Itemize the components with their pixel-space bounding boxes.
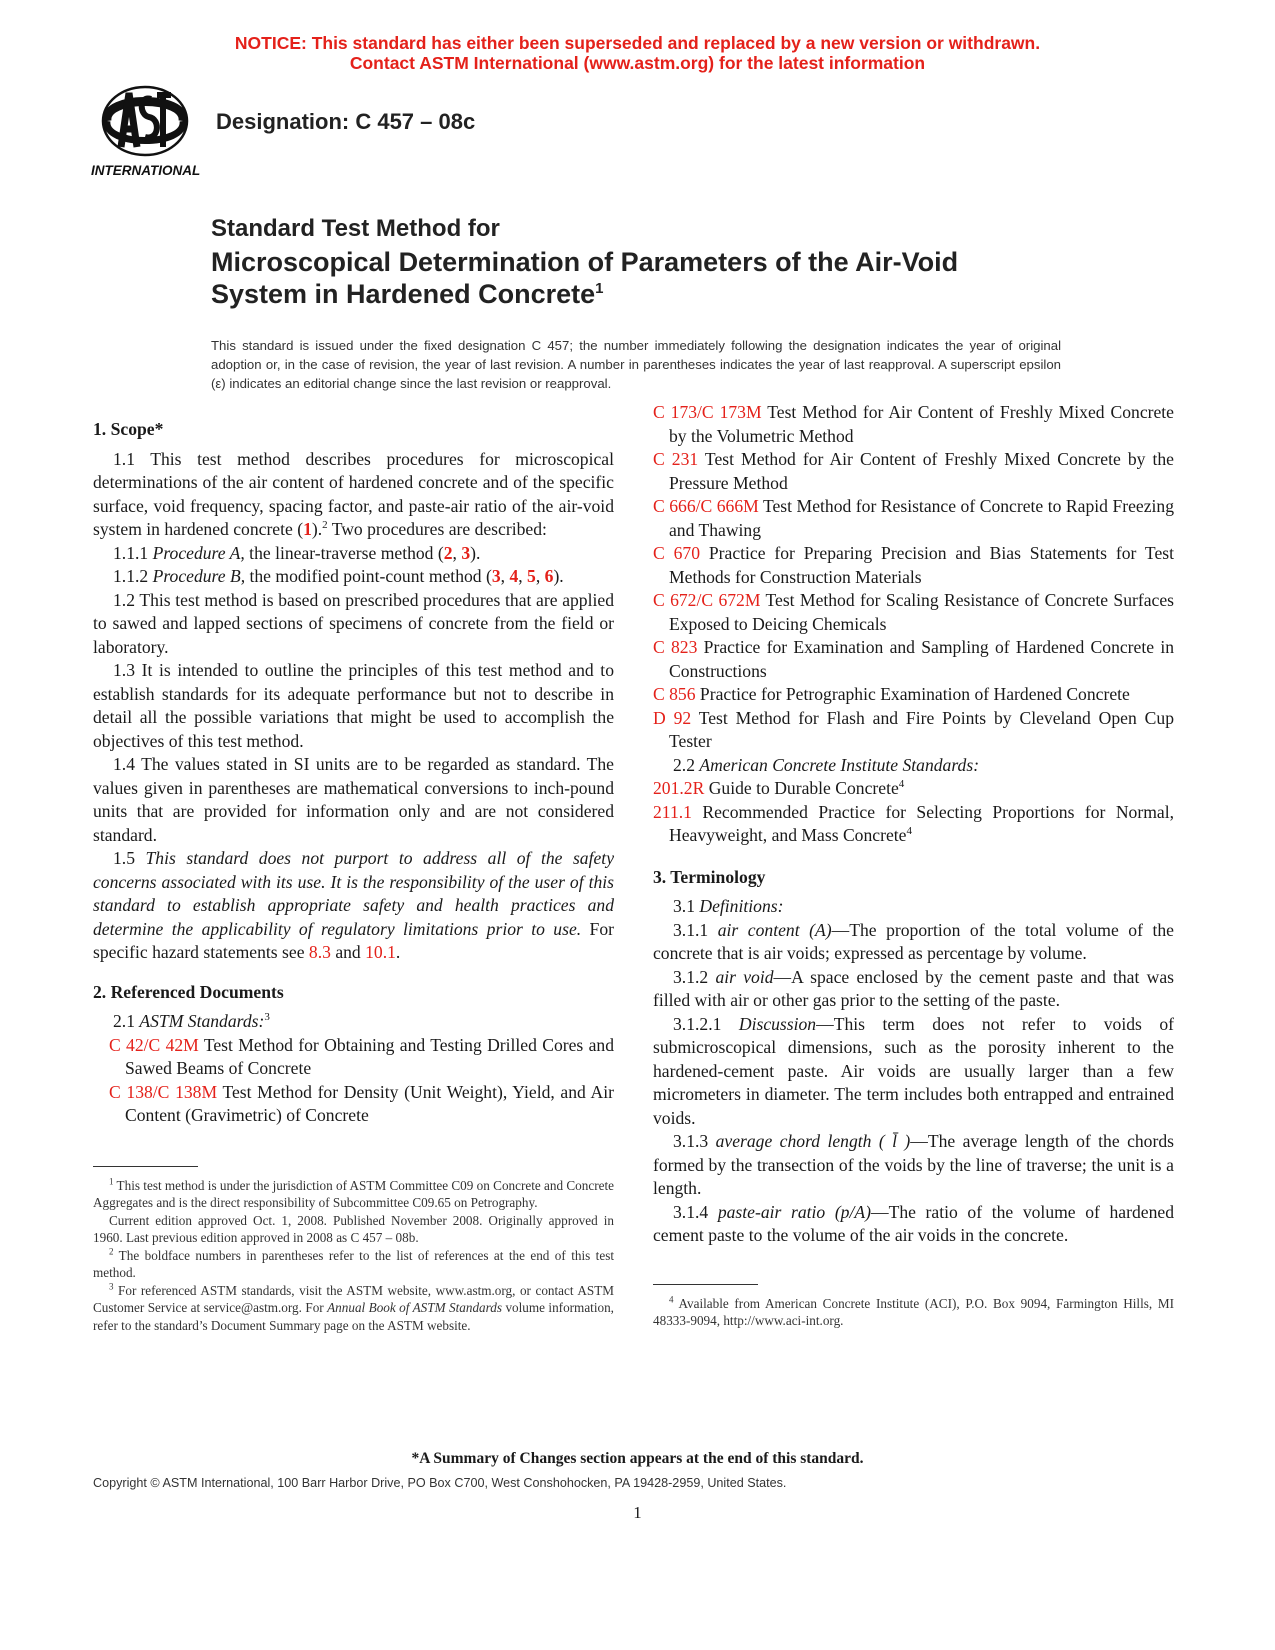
section-link[interactable]: 8.3 bbox=[308, 942, 331, 962]
summary-of-changes-note: *A Summary of Changes section appears at the end of this standard. bbox=[411, 1450, 864, 1467]
standard-link[interactable]: 201.2R bbox=[653, 778, 705, 798]
notice-line-2: Contact ASTM International (www.astm.org) for the latest information bbox=[349, 53, 926, 73]
standard-link[interactable]: C 823 bbox=[653, 637, 698, 657]
astm-ref-item: C 823 Practice for Examination and Sampling of Hardened Concrete in Constructions bbox=[653, 637, 1174, 681]
astm-ref-item: C 42/C 42M Test Method for Obtaining and Testing Drilled Cores and Sawed Beams of Concrete bbox=[109, 1034, 614, 1078]
astm-logo-icon bbox=[91, 85, 201, 183]
para-3-1-3: 3.1.3 average chord length ( l̄ )—The average length of the chords formed by the transection of the voids by the line of traverse; the unit is a length. bbox=[653, 1131, 1174, 1198]
standard-link[interactable]: C 42/C 42M bbox=[109, 1034, 199, 1055]
page-number: 1 bbox=[633, 1503, 642, 1522]
footnote-divider bbox=[93, 1166, 198, 1167]
footnote-3: $^3$ For referenced ASTM standards, visit the ASTM website, www.astm.org, or contact ASTM Customer Service at service@astm.org. For Annual Book of ASTM Standards volume information, refer to the standard’s Document Summary page on the ASTM website. bbox=[93, 1281, 614, 1333]
section-heading-terminology: 3. Terminology bbox=[653, 866, 766, 887]
para-1-2: 1.2 This test method is based on prescribed procedures that are applied to sawed and lapped sections of specimens of concrete from the field or laboratory. bbox=[93, 589, 614, 657]
notice-line-1: NOTICE: This standard has either been superseded and replaced by a new version or withdrawn. bbox=[234, 33, 1041, 53]
astm-ref-item: C 672/C 672M Test Method for Scaling Resistance of Concrete Surfaces Exposed to Deicing Chemicals bbox=[653, 590, 1174, 634]
para-1-1-2: 1.1.2 Procedure B, the modified point-count method (3, 4, 5, 6). bbox=[113, 566, 564, 586]
para-3-1-1: 3.1.1 air content (A)—The proportion of the total volume of the concrete that is air voids; expressed as percentage by volume. bbox=[653, 919, 1174, 963]
para-2-2: 2.2 American Concrete Institute Standards: bbox=[673, 754, 980, 775]
astm-ref-item: C 856 Practice for Petrographic Examination of Hardened Concrete bbox=[653, 684, 1130, 704]
right-column bbox=[653, 401, 1174, 1330]
standard-link[interactable]: C 231 bbox=[653, 449, 699, 469]
footnote-2: $^2$ The boldface numbers in parentheses refer to the list of references at the end of this test method. bbox=[93, 1246, 614, 1280]
footnotes-right bbox=[653, 1295, 1174, 1330]
astm-ref-item: C 173/C 173M Test Method for Air Content of Freshly Mixed Concrete by the Volumetric Method bbox=[653, 402, 1174, 446]
copyright-line: Copyright © ASTM International, 100 Barr Harbor Drive, PO Box C700, West Conshohocken, PA 19428-2959, United States. bbox=[93, 1476, 787, 1490]
astm-ref-item: C 138/C 138M Test Method for Density (Unit Weight), Yield, and Air Content (Gravimetric) of Concrete bbox=[109, 1081, 614, 1125]
standard-link[interactable]: C 856 bbox=[653, 684, 696, 704]
title-line-3 bbox=[211, 278, 1111, 310]
standard-link[interactable]: C 138/C 138M bbox=[109, 1081, 218, 1102]
para-3-1-2: 3.1.2 air void—A space enclosed by the cement paste and that was filled with air or other gas prior to the setting of the paste. bbox=[653, 966, 1174, 1010]
standard-link[interactable]: C 670 bbox=[653, 543, 700, 563]
astm-ref-item: C 666/C 666M Test Method for Resistance of Concrete to Rapid Freezing and Thawing bbox=[653, 496, 1174, 540]
standard-link[interactable]: C 173/C 173M bbox=[653, 402, 762, 422]
issuance-note: This standard is issued under the fixed designation C 457; the number immediately following the designation indicates the year of original adoption or, in the case of revision, the year of last revision. A number in parentheses indicates the year of last reapproval. A superscript epsilon (ε) indicates an editorial change since the last revision or reapproval. bbox=[211, 338, 1061, 391]
standard-link[interactable]: C 672/C 672M bbox=[653, 590, 761, 610]
section-heading-scope: 1. Scope* bbox=[93, 419, 164, 439]
left-column bbox=[93, 418, 614, 1334]
title-line-2: Microscopical Determination of Parameters of the Air-Void bbox=[211, 247, 959, 277]
para-1-1: 1.1 This test method describes procedures for microscopical determinations of the air content of hardened concrete and of the specific surface, void frequency, spacing factor, and paste-air ratio of the air-void system in hardened concrete (1).$^2$ Two procedures are described: bbox=[93, 448, 614, 539]
ref-link[interactable]: 2 bbox=[443, 542, 453, 563]
footnote-4: $^4$ Available from American Concrete Institute (ACI), P.O. Box 9094, Farmington Hills, MI 48333-9094, http://www.aci-int.org. bbox=[653, 1294, 1174, 1328]
para-1-5: 1.5 This standard does not purport to address all of the safety concerns associated with its use. It is the responsibility of the user of this standard to establish appropriate safety and health practices and determine the applicability of regulatory limitations prior to use. For specific hazard statements see 8.3 and 10.1. bbox=[93, 848, 614, 962]
ref-link[interactable]: 3 bbox=[491, 566, 501, 586]
para-3-1: 3.1 Definitions: bbox=[673, 896, 784, 916]
astm-ref-item: C 231 Test Method for Air Content of Freshly Mixed Concrete by the Pressure Method bbox=[653, 449, 1174, 493]
ref-link[interactable]: 3 bbox=[461, 542, 471, 563]
para-2-1: 2.1 ASTM Standards:$^3$ bbox=[113, 1011, 270, 1031]
aci-ref-item: 211.1 Recommended Practice for Selecting Proportions for Normal, Heavyweight, and Mass Concrete$^4$ bbox=[653, 801, 1174, 845]
designation: Designation: C 457 – 08c bbox=[216, 109, 476, 134]
ref-link[interactable]: 6 bbox=[544, 566, 554, 586]
standard-link[interactable]: 211.1 bbox=[653, 801, 692, 822]
para-1-1-1: 1.1.1 Procedure A, the linear-traverse method (2, 3). bbox=[113, 542, 481, 563]
para-1-4: 1.4 The values stated in SI units are to be regarded as standard. The values given in parentheses are mathematical conversions to inch-pound units that are provided for information only and are not considered standard. bbox=[93, 754, 614, 845]
withdrawn-notice bbox=[0, 33, 1275, 73]
footnote-1-edition: Current edition approved Oct. 1, 2008. Published November 2008. Originally approved in 1960. Last previous edition approved in 2008 as C 457 – 08b. bbox=[93, 1212, 614, 1245]
title-footnote-ref: 1 bbox=[595, 280, 604, 297]
astm-ref-item: D 92 Test Method for Flash and Fire Points by Cleveland Open Cup Tester bbox=[653, 707, 1174, 751]
footnotes-left bbox=[93, 1177, 614, 1335]
section-heading-referenced-documents: 2. Referenced Documents bbox=[93, 981, 284, 1002]
ref-link[interactable]: 1 bbox=[303, 519, 312, 539]
ref-link[interactable]: 5 bbox=[527, 566, 536, 586]
footnote-divider bbox=[653, 1284, 758, 1285]
title-line-1: Standard Test Method for bbox=[211, 215, 500, 242]
footnote-1: $^1$ This test method is under the jurisdiction of ASTM Committee C09 on Concrete and Concrete Aggregates and is the direct responsibility of Subcommittee C09.65 on Petrography. bbox=[93, 1176, 614, 1210]
para-3-1-2-1: 3.1.2.1 Discussion—This term does not refer to voids of submicroscopical dimensions, such as the porosity inherent to the hardened-cement paste. Air voids are usually larger than a few micrometers in diameter. The term includes both entrapped and entrained voids. bbox=[653, 1013, 1175, 1128]
standard-link[interactable]: C 666/C 666M bbox=[653, 496, 759, 516]
para-1-3: 1.3 It is intended to outline the principles of this test method and to establish standards for its adequate performance but not to describe in detail all the possible variations that might be used to accomplish the objectives of this test method. bbox=[93, 660, 614, 751]
standard-link[interactable]: D 92 bbox=[653, 707, 692, 728]
para-3-1-4: 3.1.4 paste-air ratio (p/A)—The ratio of the volume of hardened cement paste to the volume of the air voids in the concrete. bbox=[653, 1201, 1174, 1245]
astm-ref-item: C 670 Practice for Preparing Precision and Bias Statements for Test Methods for Construction Materials bbox=[653, 543, 1174, 587]
document-title bbox=[211, 213, 1111, 310]
section-link[interactable]: 10.1 bbox=[365, 942, 396, 962]
ref-link[interactable]: 4 bbox=[509, 566, 519, 586]
aci-ref-item: 201.2R Guide to Durable Concrete$^4$ bbox=[653, 778, 905, 798]
title-line-3-text: System in Hardened Concrete bbox=[211, 279, 596, 309]
logo-text: INTERNATIONAL bbox=[91, 163, 201, 178]
